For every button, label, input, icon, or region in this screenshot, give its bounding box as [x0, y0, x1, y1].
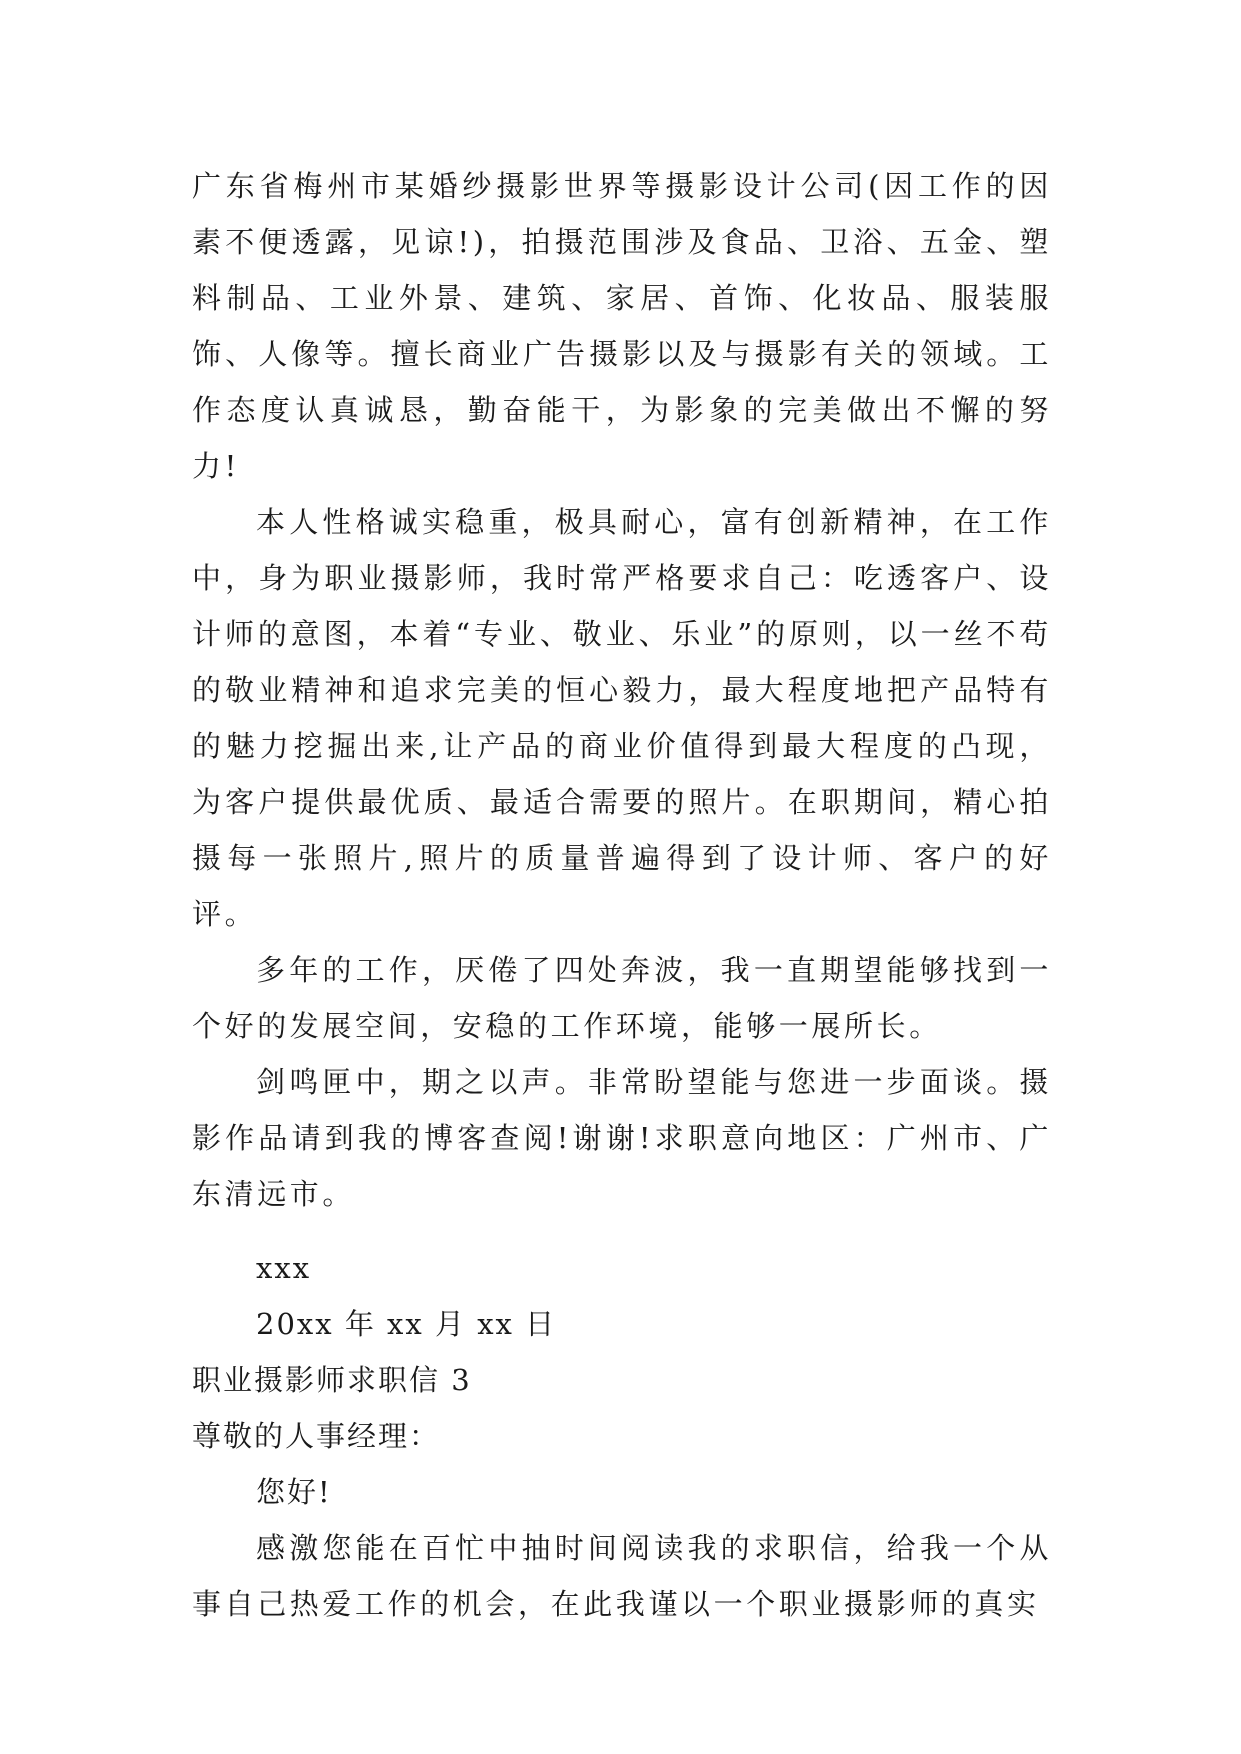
letter-date: 20xx 年 xx 月 xx 日 [256, 1307, 557, 1341]
paragraph-work-scope: 广东省梅州市某婚纱摄影世界等摄影设计公司(因工作的因素不便透露，见谅!)，拍摄范围涉及食品、卫浴、五金、塑料制品、工业外景、建筑、家居、首饰、化妆品、服装服饰、人像等。擅长商业广告摄影以及与摄影有关的领域。工作态度认真诚恳，勤奋能干，为影象的完美做出不懈的努力! [192, 169, 1052, 483]
greeting: 您好! [256, 1475, 332, 1509]
paragraph-personality: 本人性格诚实稳重，极具耐心，富有创新精神，在工作中，身为职业摄影师，我时常严格要求自己：吃透客户、设计师的意图，本着“专业、敬业、乐业”的原则，以一丝不苟的敬业精神和追求完美的恒心毅力，最大程度地把产品特有的魅力挖掘出来,让产品的商业价值得到最大程度的凸现，为客户提供最优质、最适合需要的照片。在职期间，精心拍摄每一张照片,照片的质量普遍得到了设计师、客户的好评。 [192, 505, 1052, 931]
salutation: 尊敬的人事经理： [192, 1419, 441, 1453]
document-body [192, 158, 1052, 1632]
paragraph-closing: 剑鸣匣中，期之以声。非常盼望能与您进一步面谈。摄影作品请到我的博客查阅!谢谢!求职意向地区：广州市、广东清远市。 [192, 1065, 1052, 1211]
signature: xxx [256, 1251, 312, 1285]
paragraph-career-goal: 多年的工作，厌倦了四处奔波，我一直期望能够找到一个好的发展空间，安稳的工作环境，能够一展所长。 [192, 953, 1052, 1043]
paragraph-thanks: 感激您能在百忙中抽时间阅读我的求职信，给我一个从事自己热爱工作的机会，在此我谨以一个职业摄影师的真实 [192, 1531, 1052, 1621]
section-heading: 职业摄影师求职信 3 [192, 1363, 472, 1397]
